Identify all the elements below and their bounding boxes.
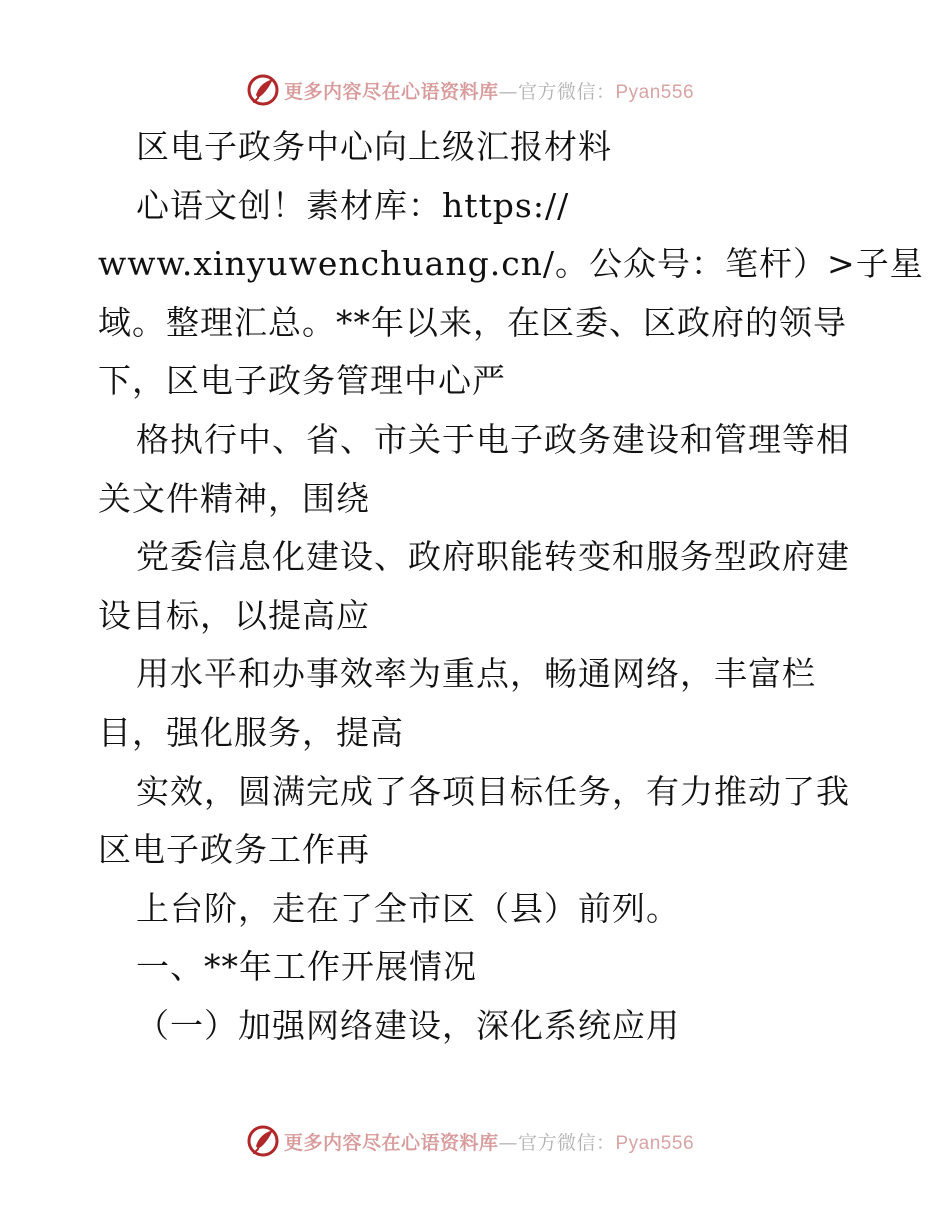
document-body xyxy=(98,118,924,1056)
document-title: 区电子政务中心向上级汇报材料 xyxy=(136,127,612,166)
paragraph-line: 党委信息化建设、政府职能转变和服务型政府建 xyxy=(136,537,850,577)
footer-banner xyxy=(0,1121,950,1161)
paragraph-line: 目，强化服务，提高 xyxy=(98,712,404,752)
paragraph-line: 关文件精神，围绕 xyxy=(98,478,370,518)
paragraph-line: 心语文创！素材库：https:// xyxy=(136,185,570,225)
banner-official-label: 官方微信： xyxy=(517,80,616,103)
header-banner xyxy=(0,70,950,110)
paragraph-line: 设目标，以提高应 xyxy=(98,595,370,635)
paragraph-line: 用水平和办事效率为重点，畅通网络，丰富栏 xyxy=(136,654,816,694)
banner-lead-text: 更多内容尽在心语资料库 xyxy=(283,80,499,103)
section-heading: 一、**年工作开展情况 xyxy=(136,947,477,987)
brand-logo-icon xyxy=(246,1124,280,1158)
paragraph-line: www.xinyuwenchuang.cn/。公众号：笔杆）>子星 xyxy=(98,244,924,284)
banner-dash: — xyxy=(498,80,518,103)
banner-dash: — xyxy=(498,1131,518,1154)
paragraph-line: 上台阶，走在了全市区（县）前列。 xyxy=(136,888,680,928)
paragraph-line: 域。整理汇总。**年以来，在区委、区政府的领导 xyxy=(98,302,847,342)
banner-lead-text: 更多内容尽在心语资料库 xyxy=(283,1131,499,1154)
subsection-heading: （一）加强网络建设，深化系统应用 xyxy=(136,1005,680,1045)
brand-logo-icon xyxy=(246,73,280,107)
banner-official-label: 官方微信： xyxy=(517,1131,616,1154)
paragraph-line: 下，区电子政务管理中心严 xyxy=(98,361,506,401)
banner-wechat-id: Pyan556 xyxy=(615,1132,695,1154)
paragraph-line: 格执行中、省、市关于电子政务建设和管理等相 xyxy=(136,419,850,459)
banner-wechat-id: Pyan556 xyxy=(615,81,695,103)
paragraph-line: 实效，圆满完成了各项目标任务，有力推动了我 xyxy=(136,771,850,811)
paragraph-line: 区电子政务工作再 xyxy=(98,830,370,870)
